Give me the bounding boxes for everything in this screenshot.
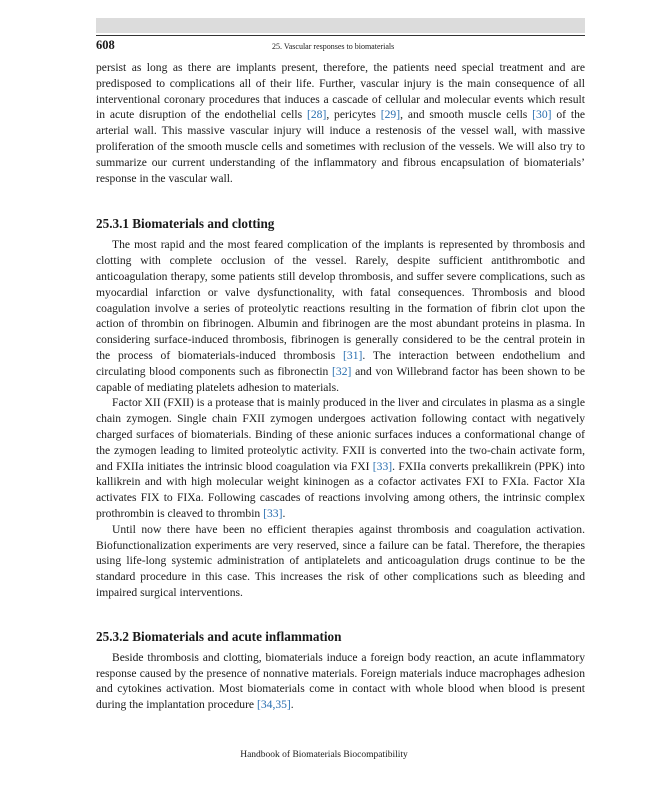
text-run: , pericytes: [326, 108, 381, 122]
intro-paragraph: [96, 60, 585, 186]
text-run: , and smooth muscle cells: [400, 108, 533, 122]
running-title: 25. Vascular responses to biomaterials: [272, 42, 395, 51]
text-run: . The interaction between endothelium and circulating blood components such as fibronectin: [96, 348, 585, 378]
citation-link[interactable]: [29]: [380, 108, 401, 122]
citation-link[interactable]: [34,35]: [256, 698, 291, 712]
footer-book-title: Handbook of Biomaterials Biocompatibility: [240, 750, 408, 760]
text-run: .: [282, 506, 286, 520]
clotting-paragraph-3: Until now there have been no efficient therapies against thrombosis and coagulation activation. Biofunctionalization experiments are very reserved, since a failure can be fatal. Therefore, the therapies using life-long systemic administration of antiplatelets and anticoagulation drugs continue to be the standard procedure in this case. This increases the risk of other complications such as bleeding and impaired surgical interventions.: [96, 522, 585, 599]
clotting-paragraph-2: [96, 395, 585, 521]
text-run: and von Willebrand factor has been shown to be capable of mediating platelets adhesion to materials.: [96, 364, 585, 394]
clotting-paragraph-1: [96, 237, 585, 395]
citation-link[interactable]: [33]: [263, 506, 283, 520]
text-run: The most rapid and the most feared complication of the implants is represented by thrombosis and clotting with complete occlusion of the vessel. Rarely, despite sufficient antithrombotic and anticoagulation therapy, some patients still develop thrombosis, and suffer severe complications, such as myocardial infarction or valve dysfunctionality, with fatal consequences. Thrombosis and blood coagulation involve a series of proteolytic reactions resulting in the formation of fibrin clot upon the action of thrombin on fibrinogen. Albumin and fibrinogen are the most abundant proteins in plasma. In considering surface-induced thrombosis, fibrinogen is generally considered to be the central protein in the process of biomaterials-induced thrombosis: [96, 238, 585, 362]
citation-link[interactable]: [33]: [372, 459, 393, 473]
page-content: [96, 60, 585, 713]
section-heading-clotting: 25.3.1 Biomaterials and clotting: [96, 216, 275, 232]
text-run: Beside thrombosis and clotting, biomaterials induce a foreign body reaction, an acute inflammatory response caused by the presence of nonnative materials. Foreign materials induce macrophages adhesion and cytokines activation. Most biomaterials come in contact with whole blood when blood is present during the implantation procedure: [96, 650, 585, 712]
text-run: of the arterial wall. This massive vascular injury will induce a restenosis of the vessel wall, with massive proliferation of the smooth muscle cells and sometimes with reclusion of the vessels. We will also try to summarize our current understanding of the inflammatory and fibrous encapsulation of biomaterials’ response in the vascular wall.: [96, 108, 586, 185]
text-run: Factor XII (FXII) is a protease that is mainly produced in the liver and circulates in plasma as a single chain zymogen. Single chain FXII zymogen undergoes activation following contact with negatively charged surfaces of biomaterials. Binding of these anionic surfaces induces a conformational change of the zymogen leading to limited proteolytic activity. FXII is converted into the two-chain activate form, and FXIIa initiates the intrinsic blood coagulation via FXI: [96, 396, 585, 473]
section-heading-inflammation: 25.3.2 Biomaterials and acute inflammation: [96, 628, 342, 644]
citation-link[interactable]: [30]: [532, 108, 552, 122]
header-bar: [96, 18, 585, 33]
header-rule: [96, 35, 585, 36]
citation-link[interactable]: [31]: [343, 348, 363, 362]
text-run: persist as long as there are implants present, therefore, the patients need special treatment and are predisposed to complications all of their life. Further, vascular injury is the main consequence of all interventional coronary procedures that induces a cascade of cellular and molecular events which result in acute disruption of the endothelial cells: [96, 61, 585, 122]
page-number: 608: [96, 38, 115, 52]
citation-link[interactable]: [28]: [306, 108, 327, 122]
text-run: .: [290, 698, 294, 712]
inflammation-paragraph-1: [96, 650, 585, 713]
citation-link[interactable]: [32]: [332, 364, 352, 378]
text-run: . FXIIa converts prekallikrein (PPK) into kallikrein and with high molecular weight kininogen as a cofactor activates FXI to FXIa. Factor XIa activates FIX to FIXa. Following cascades of reactions involving among others, the intrinsic complex prothrombin is cleaved to thrombin: [96, 459, 585, 520]
